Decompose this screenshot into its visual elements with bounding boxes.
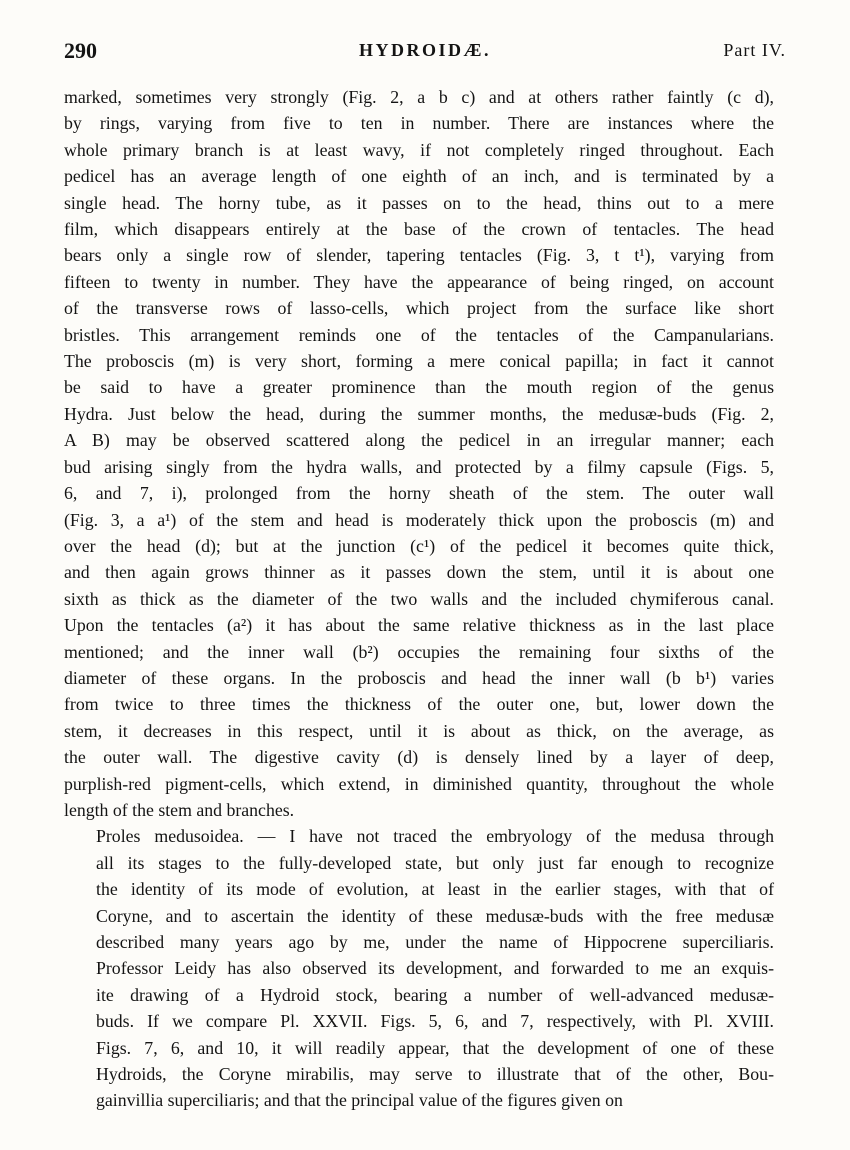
text-line: mentioned; and the inner wall (b²) occupies the remaining four sixths of the [64, 641, 774, 662]
text-line: 6, and 7, i), prolonged from the horny sheath of the stem. The outer wall [64, 483, 774, 504]
paragraph [64, 823, 774, 1113]
text-line: gainvillia superciliaris; and that the principal value of the figures given on [96, 1090, 623, 1111]
text-line: over the head (d); but at the junction (c¹) of the pedicel it becomes quite thick, [64, 535, 774, 556]
text-line: and then again grows thinner as it passes down the stem, until it is about one [64, 562, 774, 583]
text-line: bears only a single row of slender, tapering tentacles (Fig. 3, t t¹), varying from [64, 245, 774, 266]
running-header [64, 38, 786, 66]
text-line: Coryne, and to ascertain the identity of these medusæ-buds with the free medusæ [96, 905, 774, 926]
text-line: film, which disappears entirely at the base of the crown of tentacles. The head [64, 219, 774, 240]
part-label: Part IV. [723, 40, 786, 60]
text-line: bristles. This arrangement reminds one of the tentacles of the Campanularians. [64, 324, 774, 345]
paragraph [64, 84, 774, 823]
text-line: The proboscis (m) is very short, forming a mere conical papilla; in fact it cannot [64, 351, 774, 372]
text-line: Hydra. Just below the head, during the summer months, the medusæ-buds (Fig. 2, [64, 403, 774, 424]
text-line: be said to have a greater prominence than the mouth region of the genus [64, 377, 774, 398]
text-line: buds. If we compare Pl. XXVII. Figs. 5, 6, and 7, respectively, with Pl. XVIII. [96, 1011, 774, 1032]
text-line: by rings, varying from five to ten in number. There are instances where the [64, 113, 774, 134]
text-line: of the transverse rows of lasso-cells, which project from the surface like short [64, 298, 774, 319]
text-line: pedicel has an average length of one eighth of an inch, and is terminated by a [64, 166, 774, 187]
text-line: stem, it decreases in this respect, until it is about as thick, on the average, as [64, 720, 774, 741]
text-line: the identity of its mode of evolution, at least in the earlier stages, with that of [96, 879, 774, 900]
text-line: Proles medusoidea. — I have not traced the embryology of the medusa through [96, 826, 774, 847]
text-line: bud arising singly from the hydra walls, and protected by a filmy capsule (Figs. 5, [64, 456, 774, 477]
text-line: A B) may be observed scattered along the pedicel in an irregular manner; each [64, 430, 774, 451]
text-line: Hydroids, the Coryne mirabilis, may serve to illustrate that of the other, Bou- [96, 1064, 774, 1085]
text-line: whole primary branch is at least wavy, if not completely ringed throughout. Each [64, 139, 774, 160]
text-line: (Fig. 3, a a¹) of the stem and head is moderately thick upon the proboscis (m) and [64, 509, 774, 530]
text-line: Upon the tentacles (a²) it has about the same relative thickness as in the last place [64, 615, 774, 636]
text-line: single head. The horny tube, as it passes on to the head, thins out to a mere [64, 192, 774, 213]
text-line: Professor Leidy has also observed its development, and forwarded to me an exquis- [96, 958, 774, 979]
text-line: all its stages to the fully-developed state, but only just far enough to recognize [96, 852, 774, 873]
body-text [64, 84, 774, 1114]
running-title: HYDROIDÆ. [358, 40, 491, 60]
text-line: from twice to three times the thickness of the outer one, but, lower down the [64, 694, 774, 715]
text-line: diameter of these organs. In the proboscis and head the inner wall (b b¹) varies [64, 667, 774, 688]
text-line: the outer wall. The digestive cavity (d) is densely lined by a layer of deep, [64, 747, 774, 768]
text-line: described many years ago by me, under the name of Hippocrene superciliaris. [96, 932, 774, 952]
page-number: 290 [64, 38, 97, 63]
text-line: sixth as thick as the diameter of the two walls and the included chymiferous canal. [64, 588, 774, 609]
text-line: Figs. 7, 6, and 10, it will readily appear, that the development of one of these [96, 1037, 774, 1058]
text-line: purplish-red pigment-cells, which extend, in diminished quantity, throughout the whole [64, 773, 774, 794]
text-line: fifteen to twenty in number. They have the appearance of being ringed, on account [64, 271, 774, 292]
text-line: marked, sometimes very strongly (Fig. 2, a b c) and at others rather faintly (c d), [64, 87, 774, 107]
text-line: ite drawing of a Hydroid stock, bearing a number of well-advanced medusæ- [96, 984, 774, 1005]
text-line: length of the stem and branches. [64, 799, 295, 820]
